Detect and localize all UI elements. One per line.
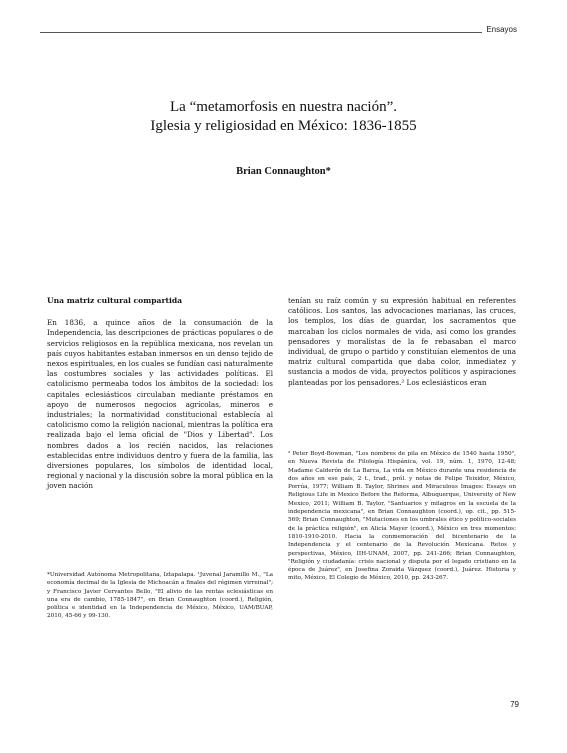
body-column-right	[288, 296, 516, 388]
page-number: 79	[510, 700, 519, 709]
footnotes-left	[47, 571, 273, 621]
article-title	[40, 98, 527, 136]
section-label: Ensayos	[482, 25, 521, 34]
title-line-2: Iglesia y religiosidad en México: 1836-1855	[150, 118, 417, 134]
footnote-2: ² Peter Boyd-Bowman, "Los nombres de pila en México de 1540 hasta 1950", en Nueva Revista de Filología Hispánica, vol. 19, núm. 1, 1970, 12-48; Madame Calderón de La Barca, La vida en México durante una residencia de dos años en ese país, 2 t., trad., pról. y notas de Felipe Teixidor, México, Porrúa, 1977; William B. Taylor, Shrines and Miraculous Images: Essays on Religious Life in Mexico Before the Reforma, Albuquerque, University of New Mexico, 2011; William B. Taylor, "Santuarios y milagros en la escuela de la independencia mexicana", en Brian Connaughton (coord.), op. cit., pp. 515-569; Brian Connaughton, "Mutaciones en los umbrales ético y político-sociales de la práctica religión", en Alicia Mayer (coord.), México en tres momentos: 1810-1910-2010. Hacia la conmemoración del bicentenario de la Independencia y el centenario de la Revolución Mexicana. Retos y perspectivas, México, IIH-UNAM, 2007, pp. 241-266; Brian Connaughton, "Religión y ciudadanía: crisis nacional y disputa por el legado cristiano en la época de Juárez", en Josefina Zoraida Vázquez (coord.), Juárez. Historia y mito, México, El Colegio de México, 2010, pp. 243-267.	[288, 451, 516, 582]
body-paragraph-left: En 1836, a quince años de la consumación de la Independencia, las descripciones de prácticas populares o de servicios religiosos en la república mexicana, nos revelan un país cuyos habitantes estaban inmersos en un denso tejido de nexos espirituales, en los cuales se fundían casi naturalmente las costumbres sociales y las actividades políticas. El catolicismo permeaba todos los ámbitos de la sociedad: los capitales eclesiásticos circulaban mediante préstamos en apoyo de numerosos negocios agrícolas, mineros e industriales; la normatividad constitucional establecía al catolicismo como la religión nacional, mientras la política era realizada bajo el lema oficial de "Dios y Libertad". Los nombres dados a los recién nacidos, las relaciones establecidas entre individuos dentro y fuera de la familia, las diversiones populares, los símbolos de identidad local, regional y nacional y la discusión sobre la moral pública en la joven nación	[47, 318, 273, 491]
author-name: Brian Connaughton*	[236, 166, 331, 177]
section-heading: Una matriz cultural compartida	[47, 296, 183, 305]
footnotes-right	[288, 450, 516, 583]
title-line-1: La “metamorfosis en nuestra nación”.	[170, 99, 397, 115]
body-column-left	[47, 296, 273, 492]
header-rule	[40, 32, 517, 33]
footnote-1: *Universidad Autónoma Metropolitana, Iztapalapa. ¹Juvenal Jaramillo M., "La economía decimal de la Iglesia de Michoacán a finales del régimen virreinal"; y Francisco Javier Cervantes Bello, "El alivio de las rentas eclesiásticas en una era de cambio, 1785-1847", en Brian Connaughton (coord.), Religión, política e identidad en la Independencia de México, México, UAM/BUAP, 2010, 45-66 y 99-130.	[47, 572, 273, 620]
body-paragraph-right: tenían su raíz común y su expresión habitual en referentes católicos. Los santos, las advocaciones marianas, las cruces, los templos, los días de guardar, los sacramentos que marcaban los ciclos normales de vida, así como los grandes pensadores y moralistas de la fe rebasaban el marco individual, de grupo o partido y constituían elementos de una matriz cultural compartida que daba color, inmediatez y sustancia a modos de vida, proyectos políticos y aspiraciones planteadas por los pensadores.² Los eclesiásticos eran	[288, 296, 516, 387]
